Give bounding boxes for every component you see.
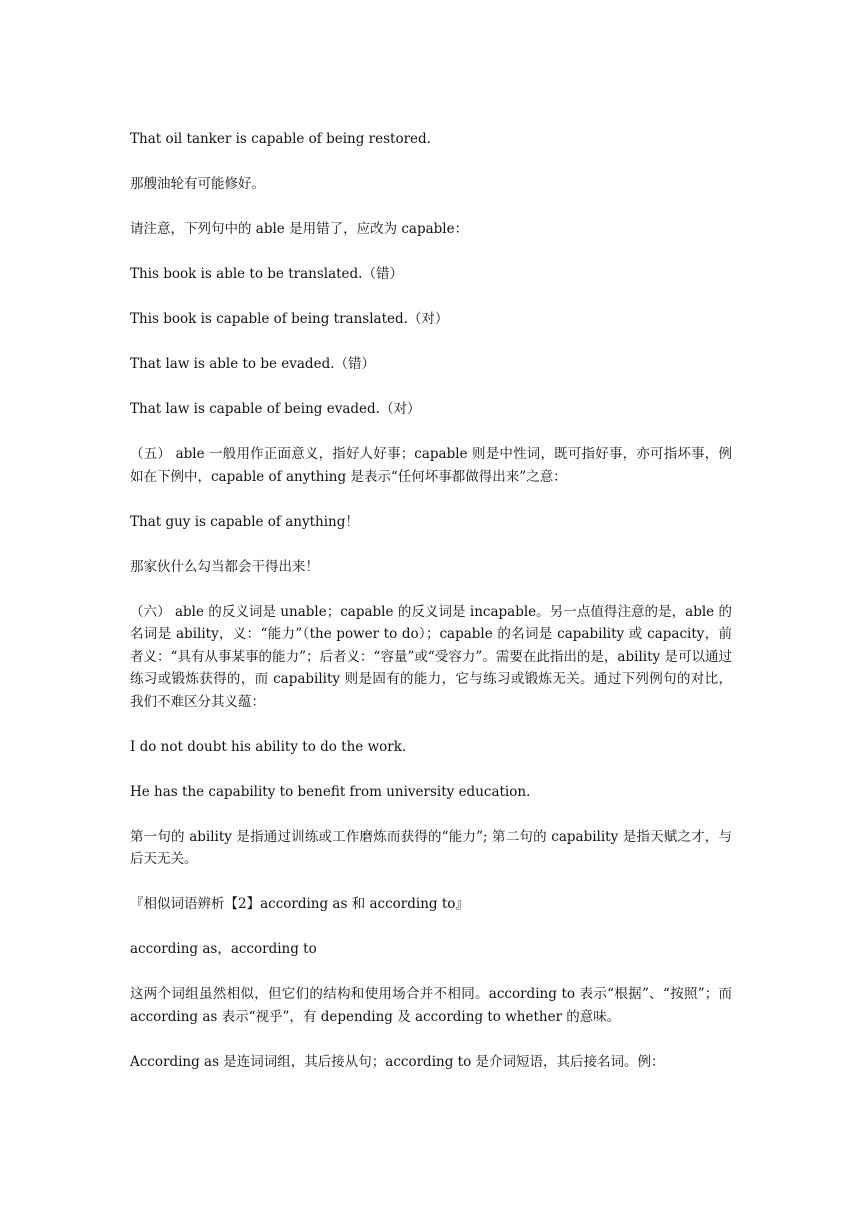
paragraph-point-five: （五） able 一般用作正面意义，指好人好事；capable 则是中性词，既可指好事，亦可指坏事，例如在下例中，capable of anything 是表示“任何坏事都做得出来”之意：: [130, 446, 732, 485]
document-page: [130, 128, 732, 1096]
paragraph-note-able-misuse: 请注意，下列句中的 able 是用错了，应改为 capable：: [130, 221, 469, 237]
paragraph-comparison-explanation: 第一句的 ability 是指通过训练或工作磨炼而获得的“能力”; 第二句的 capability 是指天赋之才，与后天无关。: [130, 828, 732, 867]
paragraph-point-six: （六） able 的反义词是 unable；capable 的反义词是 incapable。另一点值得注意的是，able 的名词是 ability，义：“能力”（the power to do）；capable 的名词是 capability 或 capacity，前者义：“具有从事某事的能力”；后者义：“容量”或“受容力”。需要在此指出的是，ability 是可以通过练习或锻炼获得的，而 capability 则是固有的能力，它与练习或锻炼无关。通过下列例句的对比，我们不难区分其义蕴：: [130, 603, 732, 710]
paragraph-translation-guy: 那家伙什么勾当都会干得出来！: [130, 558, 319, 575]
paragraph-example-law-right: That law is capable of being evaded.（对）: [130, 401, 421, 417]
paragraph-translation-oil-tanker: 那艘油轮有可能修好。: [130, 176, 265, 192]
section-heading-according: 『相似词语辨析【2】according as 和 according to』: [130, 896, 469, 912]
paragraph-example-ability: I do not doubt his ability to do the work.: [130, 738, 407, 755]
paragraph-example-book-wrong: This book is able to be translated.（错）: [130, 266, 403, 282]
paragraph-according-difference: 这两个词组虽然相似，但它们的结构和使用场合并不相同。according to 表示“根据”、“按照”；而 according as 表示“视乎”，有 depending 及 according to whether 的意味。: [130, 986, 732, 1025]
paragraph-example-book-right: This book is capable of being translated.（对）: [130, 311, 449, 327]
paragraph-according-structure: According as 是连词词组，其后接从句；according to 是介词短语，其后接名词。例：: [130, 1053, 665, 1070]
paragraph-example-guy: That guy is capable of anything！: [130, 513, 359, 530]
paragraph-example-oil-tanker: That oil tanker is capable of being restored.: [130, 131, 431, 147]
paragraph-example-capability: He has the capability to benefit from university education.: [130, 783, 531, 800]
paragraph-example-law-wrong: That law is able to be evaded.（错）: [130, 356, 375, 372]
paragraph-according-terms: according as，according to: [130, 941, 317, 957]
